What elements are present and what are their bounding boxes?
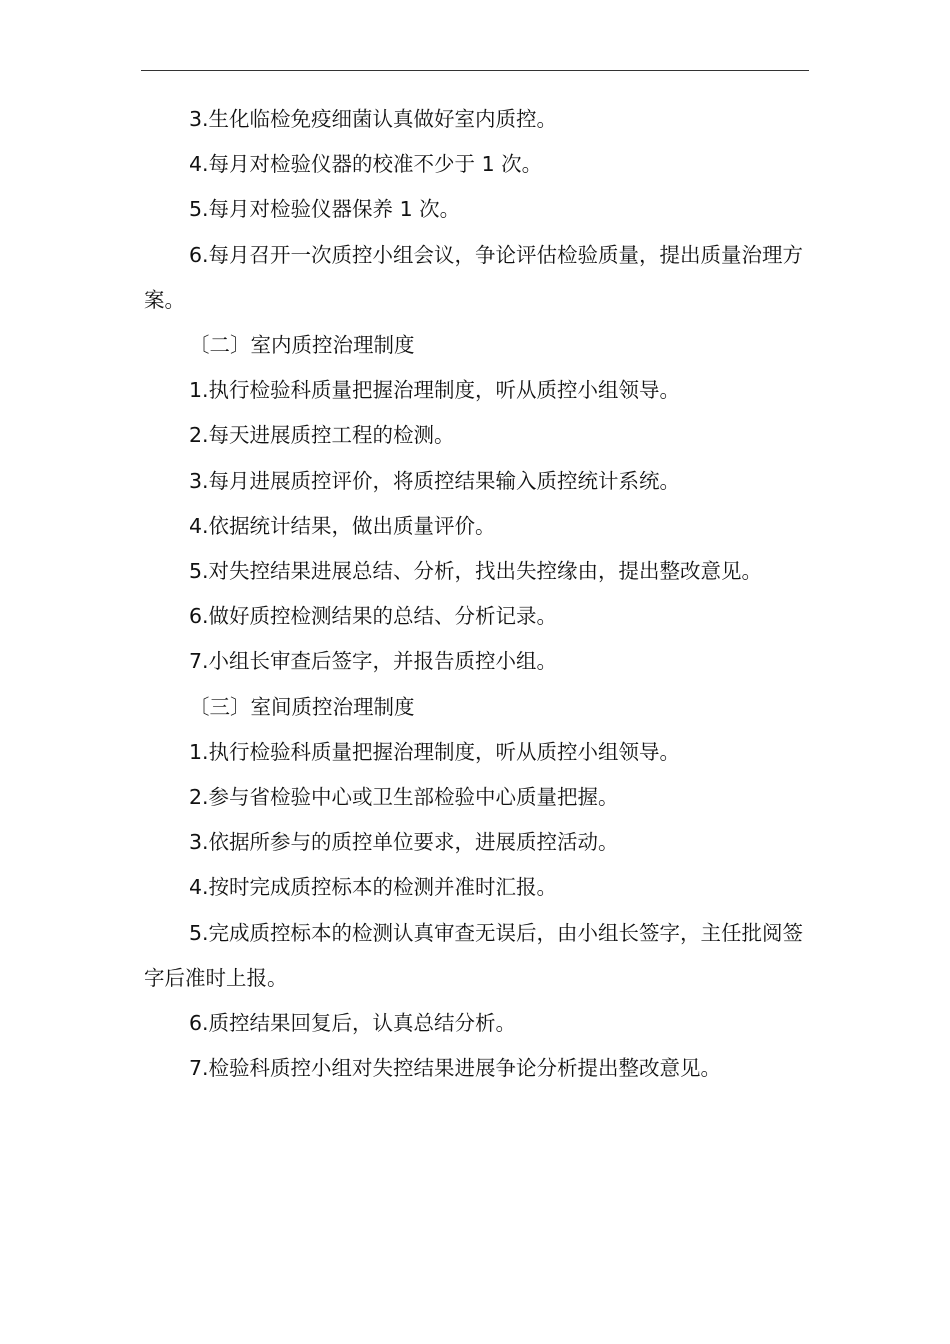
paragraph-item-4: 4.按时完成质控标本的检测并准时汇报。 [189,875,558,900]
paragraph-item-2: 2.每天进展质控工程的检测。 [189,423,455,448]
paragraph-item-7: 7.小组长审查后签字，并报告质控小组。 [189,649,558,674]
paragraph-item-3: 3.每月进展质控评价，将质控结果输入质控统计系统。 [189,468,681,493]
section-heading-2: 〔二〕室内质控治理制度 [189,333,415,358]
paragraph-item-5: 5.对失控结果进展总结、分析，找出失控缘由，提出整改意见。 [189,559,763,584]
paragraph-item-3: 3.依据所参与的质控单位要求，进展质控活动。 [189,830,619,855]
header-rule [141,70,809,71]
paragraph-item-6: 6.做好质控检测结果的总结、分析记录。 [189,604,558,629]
paragraph-item-1: 1.执行检验科质量把握治理制度，听从质控小组领导。 [189,739,681,764]
paragraph-item-2: 2.参与省检验中心或卫生部检验中心质量把握。 [189,785,619,810]
section-heading-3: 〔三〕室间质控治理制度 [189,694,415,719]
paragraph-item-6: 6.质控结果回复后，认真总结分析。 [189,1011,517,1036]
paragraph-item-4: 4.每月对检验仪器的校准不少于 1 次。 [189,152,543,177]
document-body [144,97,806,1091]
paragraph-item-4: 4.依据统计结果，做出质量评价。 [189,513,496,538]
paragraph-item-5: 5.每月对检验仪器保养 1 次。 [189,197,461,222]
paragraph-item-1: 1.执行检验科质量把握治理制度，听从质控小组领导。 [189,378,681,403]
paragraph-item-3: 3.生化临检免疫细菌认真做好室内质控。 [189,107,558,131]
paragraph-item-7: 7.检验科质控小组对失控结果进展争论分析提出整改意见。 [189,1056,722,1081]
paragraph-item-5: 5.完成质控标本的检测认真审查无误后，由小组长签字，主任批阅签字后准时上报。 [144,920,804,990]
paragraph-item-6: 6.每月召开一次质控小组会议，争论评估检验质量，提出质量治理方案。 [144,242,804,312]
